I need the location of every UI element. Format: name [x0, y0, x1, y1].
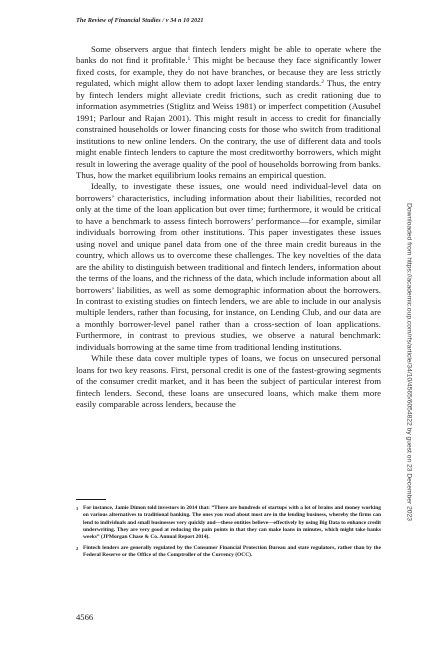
footnote-rule	[76, 499, 106, 500]
paragraph	[76, 44, 381, 181]
download-watermark: Downloaded from https://academic.oup.com/rfs/article/34/10/4565/6054822 by guest on 23 December 2023	[405, 203, 413, 521]
footnote	[76, 505, 381, 541]
footnote-number: 2	[76, 545, 79, 551]
footnotes	[76, 505, 381, 563]
footnote-ref: 1	[187, 56, 191, 63]
footnote-text: For instance, Jamie Dimon told investors in 2014 that: “There are hundreds of startups with a lot of brains and money working on various alternatives to traditional banking. The ones you read about most are in the lending business, whereby the firms can lend to individuals and small businesses very quickly and—these entities believe—effectively by using Big Data to enhance credit underwriting. They are very good at reducing the pain points in that they can make loans in minutes, which might take banks weeks” (JPMorgan Chase & Co. Annual Report 2014).	[83, 505, 381, 541]
footnote-number: 1	[76, 506, 79, 511]
page-number: 4566	[76, 612, 94, 622]
footnote-text: Fintech lenders are generally regulated by the Consumer Financial Protection Bureau and state regulators, rather than by the Federal Reserve or the Office of the Comptroller of the Currency (OCC).	[83, 544, 381, 559]
paragraph-text: While these data cover multiple types of loans, we focus on unsecured personal loans for two key reasons. First, personal credit is one of the fastest-growing segments of the consumer credit market, and it has been the subject of particular interest from fintech lenders. Second, these loans are unsecured loans, which make them more easily comparable across lenders, because the	[76, 353, 381, 410]
body-text	[76, 44, 381, 411]
paragraph-text: Thus, the entry by fintech lenders might alleviate credit frictions, such as credit rationing due to information asymmetries (Stiglitz and Weiss 1981) or imperfect competition (Ausubel 1991; Parlour and Rajan 2001). This might result in access to credit for financially constrained households or lower financing costs for those who switch from traditional institutions to new online lenders. On the contrary, the use of different data and tools might enable fintech lenders to capture the most creditworthy borrowers, which might result in lowering the average quality of the pool of households borrowing from banks. Thus, how the market equilibrium looks remains an empirical question.	[76, 78, 381, 180]
paragraph	[76, 353, 381, 410]
footnote-ref: 2	[321, 79, 324, 86]
paragraph-text: Ideally, to investigate these issues, one would need individual-level data on borrowers’ characteristics, including information about their liabilities, recorded not only at the time of the loan application but over time; furthermore, it would be critical to have a benchmark to assess fintech borrowers’ performance—for example, similar individuals borrowing from other institutions. This paper investigates these issues using novel and unique panel data from one of the three main credit bureaus in the country, which allows us to overcome these challenges. The key novelties of the data are the ability to distinguish between traditional and fintech lenders, information about the terms of the loans, and the richness of the data, which include information about all borrowers’ liabilities, as well as some demographic information about the borrowers. In contrast to existing studies on fintech lenders, we are able to include in our analysis multiple lenders, rather than focusing, for instance, on Lending Club, and our data are a monthly borrower-level panel rather than a cross-section of loan applications. Furthermore, in contrast to previous studies, we observe a natural benchmark: individuals borrowing at the same time from traditional lending institutions.	[76, 181, 381, 352]
paragraph-text: This might be because they face significantly lower fixed costs, for example, they do not have branches, or because they are less strictly regulated, which might allow them to adopt laxer lending standards.	[76, 55, 381, 89]
paragraph-text: Some observers argue that fintech lenders might be able to operate where the banks do not find it profitable.	[76, 44, 381, 66]
footnote	[76, 545, 381, 560]
paragraph	[76, 181, 381, 353]
running-head: The Review of Financial Studies / v 34 n 10 2021	[76, 17, 204, 24]
